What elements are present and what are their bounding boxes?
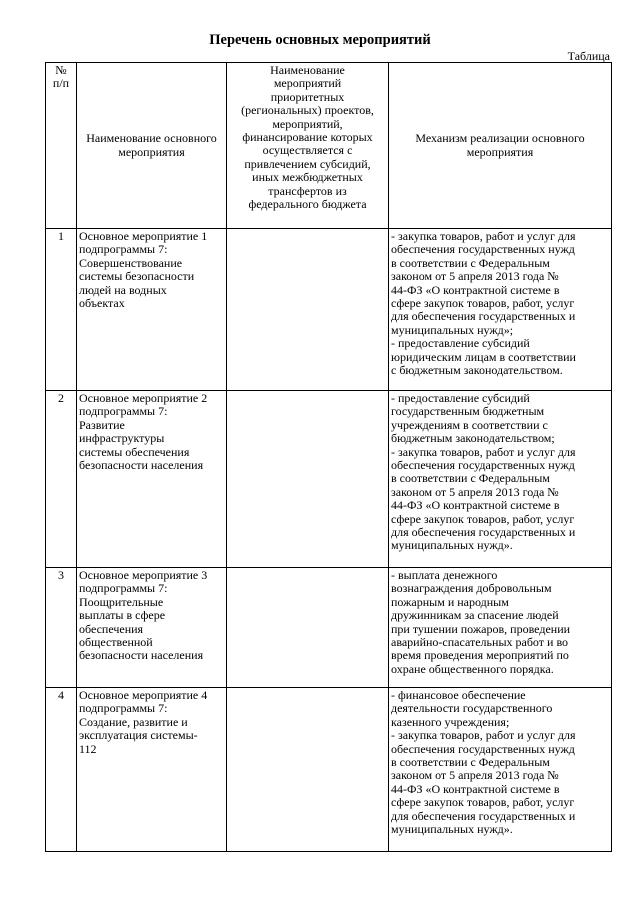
mechanism-line: обеспечения государственных нужд [391,458,575,473]
measure-name-line: Основное мероприятие 1 [79,229,208,243]
measure-name-line: Совершенствование [79,255,183,270]
measure-name-line: подпрограммы 7: [79,242,168,257]
mechanism-line: - выплата денежного [391,568,498,582]
mechanism-line: вознаграждения добровольным [391,581,552,596]
mechanism-line: обеспечения государственных нужд [391,741,575,756]
measure-name-cell [77,568,227,688]
measure-name-line: Основное мероприятие 3 [79,568,208,582]
mechanism-line: юридическим лицам в соответствии [391,349,576,364]
mechanism-line: деятельности государственного [391,701,553,716]
measure-name-line: системы обеспечения [79,444,190,459]
measure-name-line: объектах [79,296,125,311]
mechanism-line: - предоставление субсидий [391,336,530,351]
mechanism-line: 44-ФЗ «О контрактной системе в [391,498,560,513]
header-line: финансирование которых [242,130,373,145]
mechanism-line: бюджетным законодательством; [391,431,555,446]
mechanism-line: - предоставление субсидий [391,391,530,405]
measure-name-line: Основное мероприятие 4 [79,688,208,702]
header-line: (региональных) проектов, [241,103,374,118]
priority-projects-cell [227,568,389,688]
measure-name-line: подпрограммы 7: [79,581,168,596]
mechanism-line: законом от 5 апреля 2013 года № [391,269,559,284]
mechanism-line: для обеспечения государственных и [391,808,576,823]
header-line: № [55,63,67,77]
row-number: 3 [46,568,77,688]
mechanism-line: для обеспечения государственных и [391,309,576,324]
mechanism-line: пожарным и народным [391,594,509,609]
header-line: иных межбюджетных [252,170,363,185]
mechanism-cell [389,391,612,568]
header-line: Наименование [270,63,345,77]
header-line: Механизм реализации основного [415,131,585,146]
header-line: Наименование основного [86,131,217,146]
priority-projects-cell [227,391,389,568]
mechanism-line: сфере закупок товаров, работ, услуг [391,511,575,526]
table-label: Таблица [567,49,610,63]
mechanism-line: - финансовое обеспечение [391,688,526,702]
mechanism-line: время проведения мероприятий по [391,648,569,663]
mechanism-line: с бюджетным законодательством. [391,363,563,378]
mechanism-line: 44-ФЗ «О контрактной системе в [391,781,560,796]
row-number: 4 [46,688,77,852]
header-line: мероприятий [273,76,342,91]
table-header [46,63,612,229]
mechanism-line: муниципальных нужд». [391,538,513,553]
mechanism-line: 44-ФЗ «О контрактной системе в [391,282,560,297]
mechanism-line: - закупка товаров, работ и услуг для [391,728,576,743]
mechanism-line: обеспечения государственных нужд [391,242,575,257]
header-line: п/п [52,76,70,91]
measure-name-cell [77,688,227,852]
measure-name-cell [77,391,227,568]
measure-name-line: подпрограммы 7: [79,701,168,716]
measure-name-line: подпрограммы 7: [79,404,168,419]
mechanism-line: учреждениям в соответствии с [391,417,548,432]
measure-name-line: Создание, развитие и [79,714,188,729]
measure-name-line: инфраструктуры [79,431,165,446]
mechanism-line: муниципальных нужд». [391,822,513,837]
mechanism-line: государственным бюджетным [391,404,545,419]
measure-name-line: 112 [79,741,97,756]
mechanism-line: законом от 5 апреля 2013 года № [391,768,559,783]
mechanism-line: в соответствии с Федеральным [391,255,550,270]
header-number [46,63,77,229]
priority-projects-cell [227,229,389,391]
header-line: мероприятия [118,144,185,159]
row-number: 1 [46,229,77,391]
measure-name-cell [77,229,227,391]
measure-name-line: безопасности населения [79,648,204,663]
table-row [46,229,612,391]
mechanism-cell [389,688,612,852]
header-mechanism [389,63,612,229]
measure-name-line: Поощрительные [79,594,164,609]
measure-name-line: системы безопасности [79,269,195,284]
measure-name-line: Основное мероприятие 2 [79,391,208,405]
mechanism-line: охране общественного порядка. [391,661,554,676]
header-line: мероприятия [466,144,534,159]
measure-name-line: эксплуатация системы- [79,728,198,743]
header-line: приоритетных [270,89,345,104]
mechanism-line: казенного учреждения; [391,714,510,729]
mechanism-line: - закупка товаров, работ и услуг для [391,229,576,243]
header-line: мероприятий, [272,116,343,131]
header-line: осуществляется с [262,143,353,158]
header-measure-name [77,63,227,229]
mechanism-line: в соответствии с Федеральным [391,471,550,486]
mechanism-line: - закупка товаров, работ и услуг для [391,444,576,459]
table-row [46,568,612,688]
table-row [46,391,612,568]
header-row [46,63,612,229]
mechanism-line: при тушении пожаров, проведении [391,621,571,636]
header-line: федерального бюджета [248,197,367,212]
mechanism-line: сфере закупок товаров, работ, услуг [391,795,575,810]
page-title: Перечень основных мероприятий [209,32,431,48]
measure-name-line: Развитие [79,417,125,432]
header-line: трансфертов из [268,183,347,198]
row-number: 2 [46,391,77,568]
measure-name-line: выплаты в сфере [79,608,166,623]
table-row [46,688,612,852]
mechanism-line: дружинникам за спасение людей [391,608,559,623]
header-priority-projects [227,63,389,229]
table-body [46,229,612,852]
priority-projects-cell [227,688,389,852]
mechanism-line: муниципальных нужд»; [391,322,514,337]
measure-name-line: людей на водных [79,282,167,297]
mechanism-cell [389,229,612,391]
mechanism-line: для обеспечения государственных и [391,525,576,540]
measure-name-line: обеспечения [79,621,144,636]
mechanism-line: законом от 5 апреля 2013 года № [391,484,559,499]
mechanism-line: сфере закупок товаров, работ, услуг [391,296,575,311]
header-line: привлечением субсидий, [244,156,371,171]
mechanism-line: в соответствии с Федеральным [391,755,550,770]
mechanism-line: аварийно-спасательных работ и во [391,635,569,650]
measures-table [45,62,612,852]
measure-name-line: общественной [79,635,153,650]
measure-name-line: безопасности населения [79,458,204,473]
mechanism-cell [389,568,612,688]
